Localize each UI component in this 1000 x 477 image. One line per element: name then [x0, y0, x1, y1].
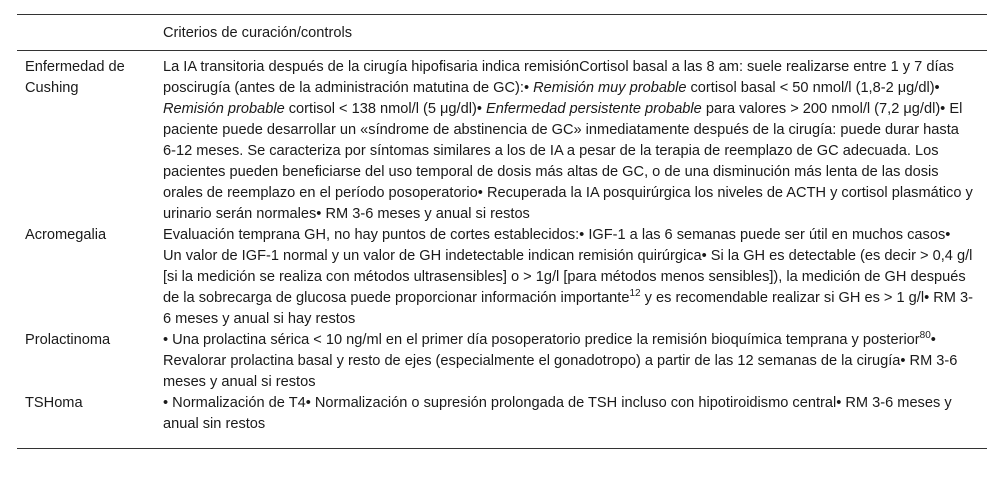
table-row [17, 225, 987, 330]
condition-label: Acromegalia [25, 227, 107, 243]
criteria-text [163, 225, 987, 330]
text-segment: para valores > 200 nmol/l (7,2 μg/dl)• El paciente puede desarrollar un «síndrome de abstinencia de GC» inmediatamente después de la cirugía: puede durar hasta 6-12 meses. Se caracteriza por síntomas similares a los de IA a pesar de la terapia de reemplazo de GC adecuada. Los pacientes pueden beneficiarse del uso temporal de dosis más altas de GC, o de una disminución más lenta de las dosis orales de reemplazo en el período posoperatorio• Recuperada la IA posquirúrgica los niveles de ACTH y cortisol plasmático y urinario serán normales• RM 3-6 meses y anual si restos [163, 101, 973, 222]
cure-criteria-table [17, 14, 987, 449]
reference-superscript: 80 [919, 330, 931, 342]
text-segment: cortisol < 138 nmol/l (5 μg/dl)• [284, 101, 486, 117]
condition-label: Prolactinoma [25, 332, 111, 348]
text-segment: • Normalización de T4• Normalización o supresión prolongada de TSH incluso con hipotiroidismo central• RM 3-6 meses y anual sin restos [163, 395, 952, 432]
header-criteria: Criterios de curación/controls [163, 25, 352, 41]
text-segment: cortisol basal < 50 nmol/l (1,8-2 μg/dl)• [686, 80, 940, 96]
header-condition [17, 15, 163, 51]
text-segment: Evaluación temprana GH, no hay puntos de cortes establecidos:• IGF-1 a las 6 semanas puede ser útil en muchos casos• Un valor de IGF-1 normal y un valor de GH indetectable indican remisión quirúrgica• Si la GH es detectable (es decir > 0,4 g/l [si la medición se realiza con métodos ultrasensibles] o > 1g/l [para métodos menos sensibles]), la medición de GH después de la sobrecarga de glucosa puede proporcionar información importante [163, 227, 973, 306]
table-row [17, 393, 987, 449]
table-header [17, 15, 987, 51]
text-segment: • Revalorar prolactina basal y resto de ejes (especialmente el gonadotropo) a partir de las 12 semanas de la cirugía• RM 3-6 meses y anual si restos [163, 332, 958, 390]
emphasis-text: Remisión probable [163, 101, 285, 117]
reference-superscript: 12 [629, 288, 641, 300]
emphasis-text: Remisión muy probable [533, 80, 687, 96]
emphasis-text: Enfermedad persistente probable [485, 101, 702, 117]
criteria-table-container [17, 14, 987, 449]
condition-label: Enfermedad de Cushing [25, 59, 125, 96]
table-row [17, 51, 987, 226]
criteria-text [163, 393, 987, 449]
criteria-text [163, 51, 987, 226]
table-body [17, 51, 987, 449]
criteria-text [163, 330, 987, 393]
condition-label: TSHoma [25, 395, 83, 411]
table-row [17, 330, 987, 393]
text-segment: y es recomendable realizar si GH es > 1 g/l• RM 3-6 meses y anual si hay restos [163, 290, 973, 327]
text-segment: • Una prolactina sérica < 10 ng/ml en el primer día posoperatorio predice la remisión bioquímica temprana y posterior [163, 332, 920, 348]
header-row [17, 15, 987, 51]
text-segment: La IA transitoria después de la cirugía hipofisaria indica remisiónCortisol basal a las 8 am: suele realizarse entre 1 y 7 días poscirugía (antes de la administración matutina de GC):• [163, 59, 954, 96]
